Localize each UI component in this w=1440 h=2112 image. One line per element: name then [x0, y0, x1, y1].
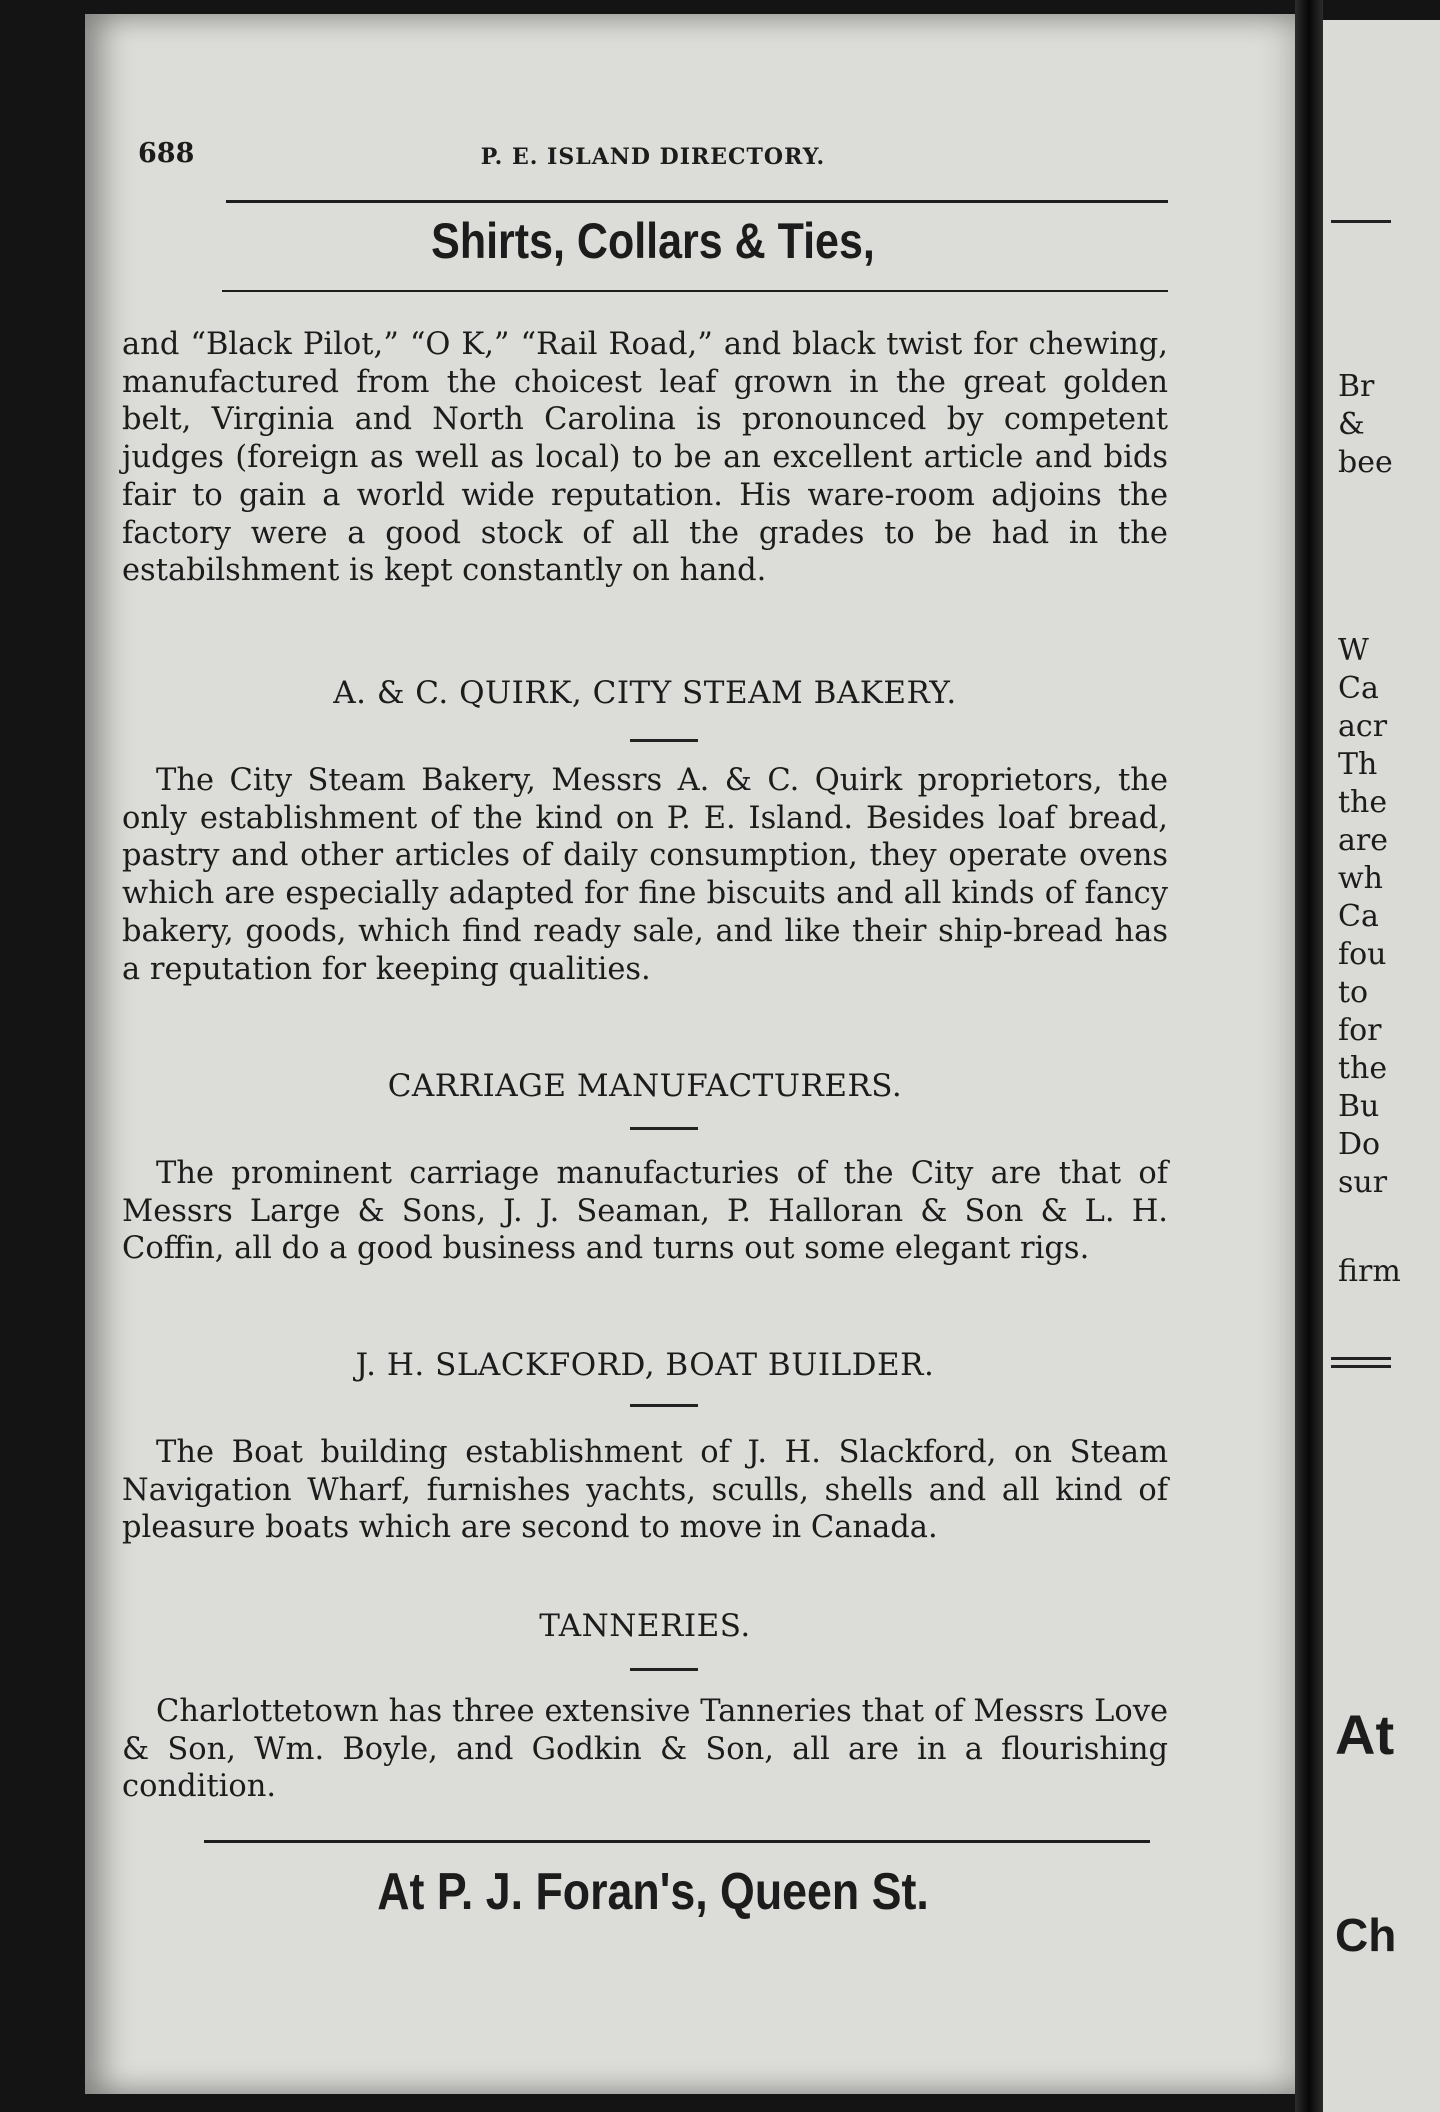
banner-rule-bottom: [204, 1840, 1150, 1843]
bottom-banner: At P. J. Foran's, Queen St.: [377, 1863, 929, 1921]
facing-text: for: [1338, 1013, 1382, 1048]
section-rule-bakery: [630, 739, 698, 742]
facing-banner-fragment: Ch: [1335, 1909, 1397, 1961]
facing-banner-fragment: At: [1335, 1703, 1395, 1766]
running-head: P. E. ISLAND DIRECTORY.: [480, 144, 826, 170]
header-rule: [226, 200, 1168, 203]
page-number: 688: [138, 138, 195, 169]
facing-text: the: [1338, 1051, 1388, 1086]
page-header: [138, 138, 1168, 178]
facing-page-double-rule: [1331, 1357, 1391, 1360]
section-heading-boat-builder: J. H. SLACKFORD, BOAT BUILDER.: [355, 1347, 935, 1383]
facing-text: Bu: [1338, 1089, 1380, 1124]
facing-text: W: [1338, 633, 1369, 668]
facing-page-double-rule: [1331, 1365, 1391, 1368]
facing-text: fou: [1338, 937, 1387, 972]
facing-page-rule: [1331, 220, 1391, 223]
facing-text: to: [1338, 975, 1369, 1010]
top-banner: Shirts, Collars & Ties,: [431, 213, 875, 269]
section-heading-bakery: A. & C. QUIRK, CITY STEAM BAKERY.: [333, 675, 957, 711]
intro-paragraph: and “Black Pilot,” “O K,” “Rail Road,” and black twist for chewing, manufactured from the choicest leaf grown in the great golden belt, Virginia and North Carolina is pronounced by competent judges (foreign as well as local) to be an excellent article and bids fair to gain a world wide reputation. His ware-room adjoins the factory were a good stock of all the grades to be had in the estabilshment is kept constantly on hand.: [122, 327, 1168, 589]
facing-text: firm: [1338, 1254, 1401, 1289]
section-body-bakery: The City Steam Bakery, Messrs A. & C. Quirk proprietors, the only establishment of the kind on P. E. Island. Besides loaf bread, pastry and other articles of daily consumption, they operate ovens which are especially adapted for fine biscuits and all kinds of fancy bakery, goods, which find ready sale, and like their ship-bread has a reputation for keeping qualities.: [122, 763, 1168, 987]
facing-text: sur: [1338, 1165, 1388, 1200]
facing-text: acr: [1338, 709, 1388, 744]
facing-text: are: [1338, 823, 1388, 858]
facing-page-edge: [1323, 20, 1440, 2112]
section-body-tanneries: Charlottetown has three extensive Tanneries that of Messrs Love & Son, Wm. Boyle, and Godkin & Son, all are in a flourishing condition.: [122, 1694, 1168, 1805]
book-gutter: [1295, 0, 1323, 2112]
section-rule-tanneries: [630, 1668, 698, 1671]
facing-text: Br: [1338, 369, 1375, 404]
facing-text: wh: [1338, 861, 1383, 896]
section-rule-carriage: [630, 1127, 698, 1130]
facing-text: Ca: [1338, 899, 1379, 934]
section-heading-carriage: CARRIAGE MANUFACTURERS.: [387, 1068, 903, 1104]
facing-text: Do: [1338, 1127, 1381, 1162]
banner-rule-top: [222, 290, 1168, 292]
facing-text: Ca: [1338, 671, 1379, 706]
section-body-boat-builder: The Boat building establishment of J. H. Slackford, on Steam Navigation Wharf, furnishes yachts, sculls, shells and all kind of pleasure boats which are second to move in Canada.: [122, 1435, 1168, 1546]
section-heading-tanneries: TANNERIES.: [539, 1608, 751, 1644]
facing-text: Th: [1338, 747, 1378, 782]
section-rule-boat-builder: [630, 1404, 698, 1407]
facing-text: the: [1338, 785, 1388, 820]
facing-text: &: [1338, 407, 1365, 442]
section-body-carriage: The prominent carriage manufacturies of the City are that of Messrs Large & Sons, J. J. Seaman, P. Halloran & Son & L. H. Coffin, all do a good business and turns out some elegant rigs.: [122, 1156, 1168, 1267]
facing-text: bee: [1338, 445, 1393, 480]
